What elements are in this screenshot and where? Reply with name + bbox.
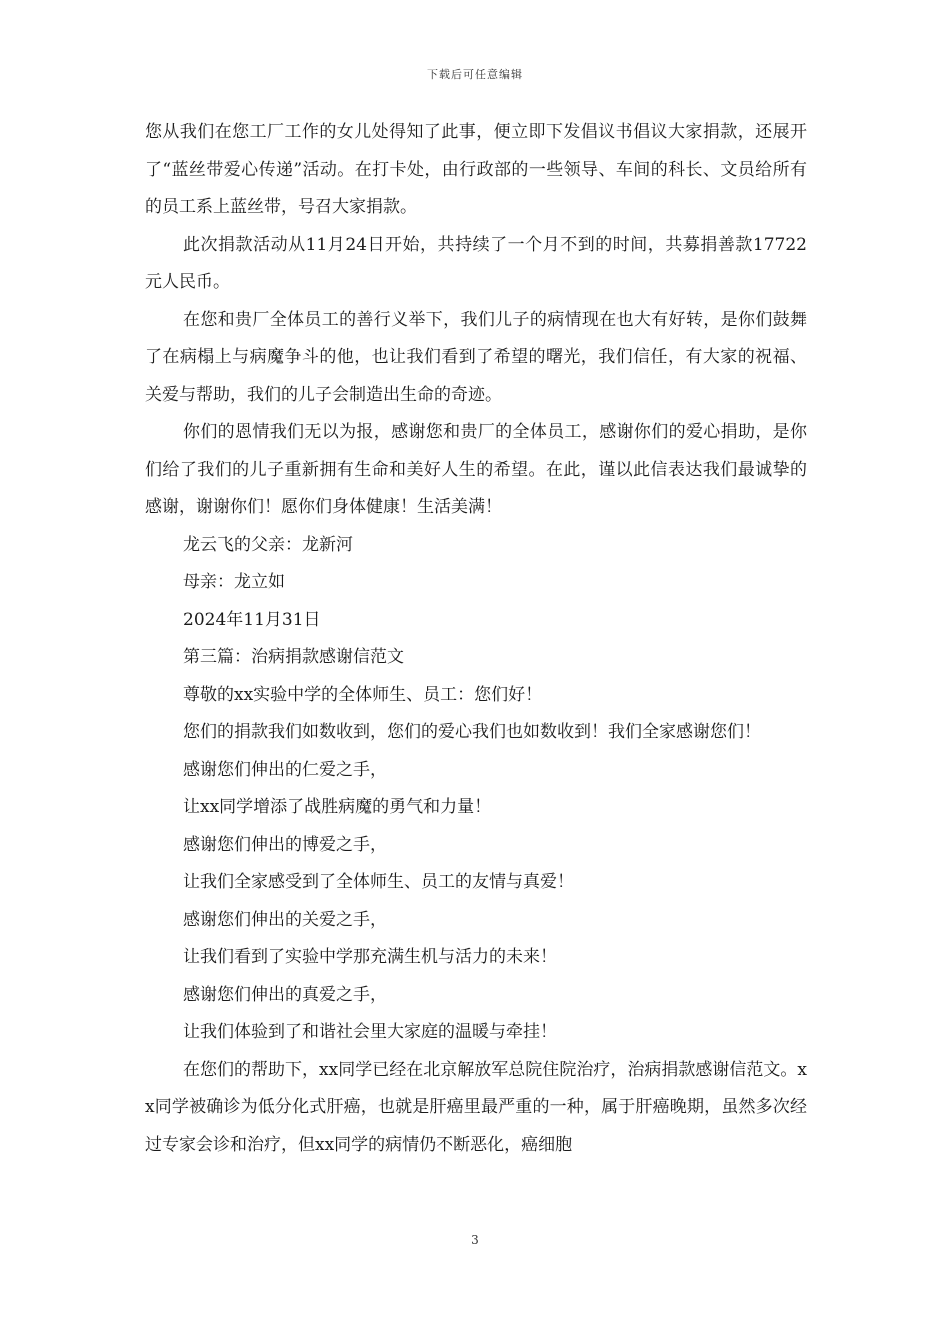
paragraph: 感谢您们伸出的关爱之手， (183, 909, 387, 930)
paragraph: 此次捐款活动从11月24日开始，共持续了一个月不到的时间，共募捐善款17722元人民币。 (145, 234, 807, 292)
paragraph: 让我们全家感受到了全体师生、员工的友情与真爱！ (183, 872, 574, 892)
signature-father: 龙云飞的父亲：龙新河 (183, 534, 353, 555)
section-title: 第三篇：治病捐款感谢信范文 (183, 647, 404, 667)
paragraph: 让xx同学增添了战胜病魔的勇气和力量！ (183, 797, 492, 817)
paragraph: 您们的捐款我们如数收到，您们的爱心我们也如数收到！我们全家感谢您们！ (183, 722, 761, 742)
page-number: 3 (471, 1233, 479, 1247)
paragraph: 在您和贵厂全体员工的善行义举下，我们儿子的病情现在也大有好转，是你们鼓舞了在病榻上与病魔争斗的他，也让我们看到了希望的曙光，我们信任，有大家的祝福、关爱与帮助，我们的儿子会制造出生命的奇迹。 (145, 309, 807, 405)
signature-mother: 母亲：龙立如 (183, 572, 285, 592)
paragraph: 感谢您们伸出的仁爱之手， (183, 759, 387, 780)
paragraph: 你们的恩情我们无以为报，感谢您和贵厂的全体员工，感谢你们的爱心捐助，是你们给了我们的儿子重新拥有生命和美好人生的希望。在此，谨以此信表达我们最诚挚的感谢，谢谢你们！愿你们身体健康！生活美满！ (145, 422, 807, 517)
paragraph: 感谢您们伸出的博爱之手， (183, 834, 387, 855)
paragraph: 让我们看到了实验中学那充满生机与活力的未来！ (183, 947, 557, 967)
paragraph: 在您们的帮助下，xx同学已经在北京解放军总院住院治疗，治病捐款感谢信范文。xx同学被确诊为低分化式肝癌，也就是肝癌里最严重的一种，属于肝癌晚期，虽然多次经过专家会诊和治疗，但xx同学的病情仍不断恶化，癌细胞 (145, 1059, 807, 1155)
paragraph: 感谢您们伸出的真爱之手， (183, 984, 387, 1005)
salutation: 尊敬的xx实验中学的全体师生、员工：您们好！ (183, 684, 543, 705)
document-body (145, 114, 807, 1164)
page-header-note: 下载后可任意编辑 (427, 68, 523, 81)
letter-date: 2024年11月31日 (183, 609, 321, 630)
paragraph: 让我们体验到了和谐社会里大家庭的温暖与牵挂！ (183, 1022, 557, 1042)
paragraph: 您从我们在您工厂工作的女儿处得知了此事，便立即下发倡议书倡议大家捐款，还展开了“蓝丝带爱心传递”活动。在打卡处，由行政部的一些领导、车间的科长、文员给所有的员工系上蓝丝带，号召大家捐款。 (145, 122, 807, 217)
